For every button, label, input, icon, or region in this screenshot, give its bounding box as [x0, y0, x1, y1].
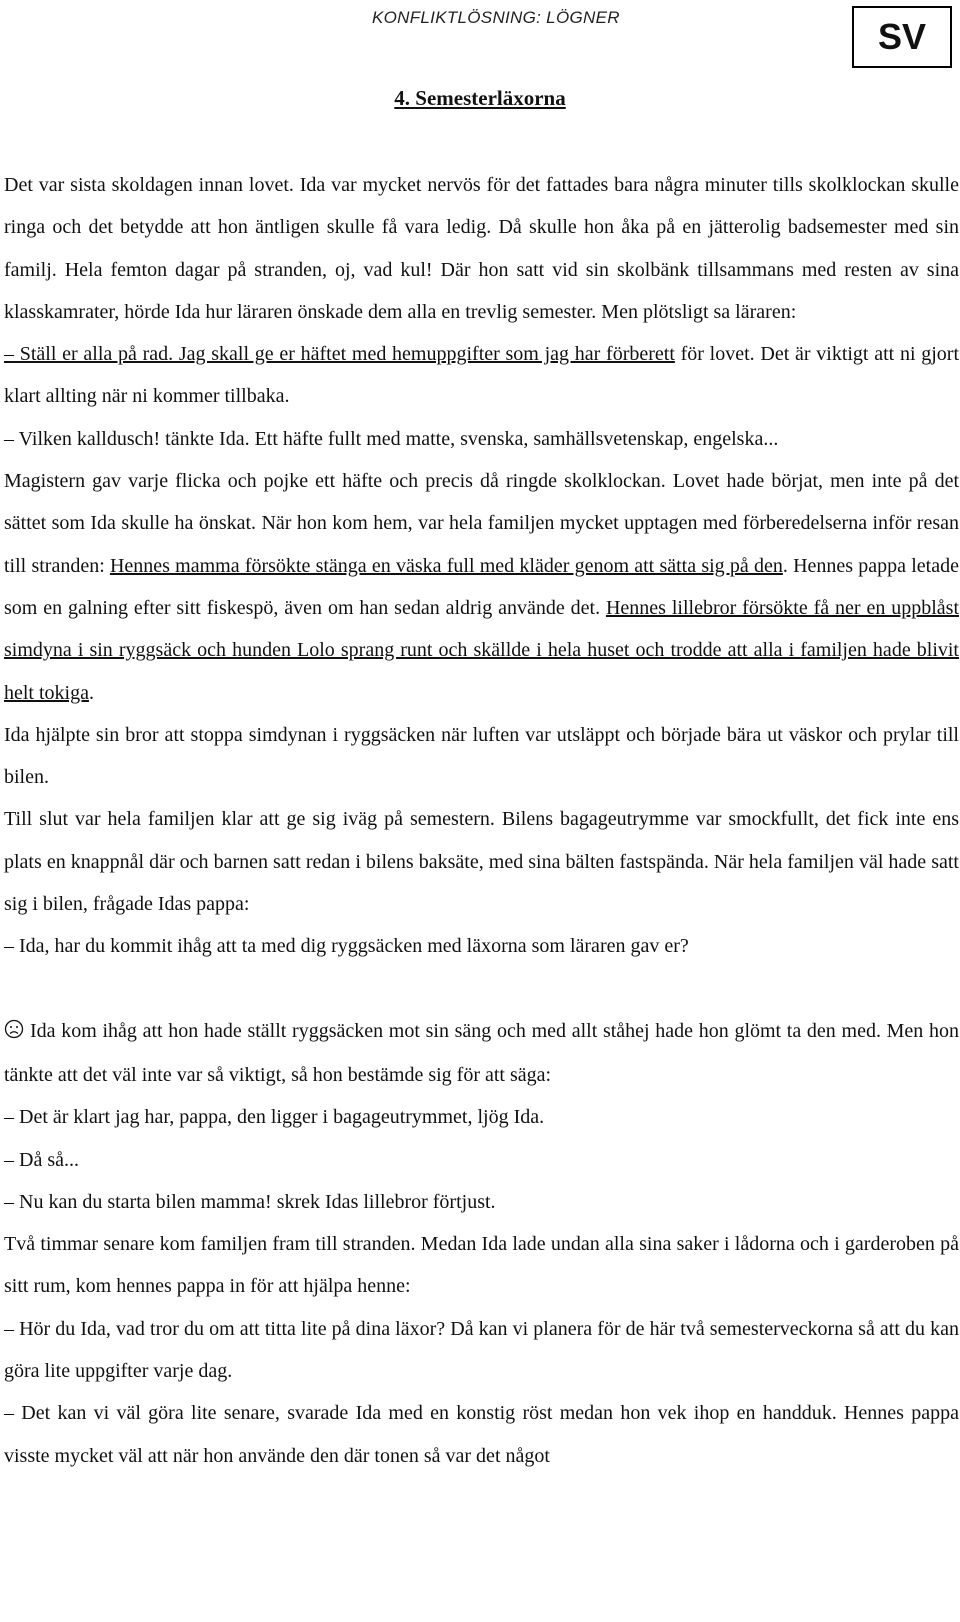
paragraph: Två timmar senare kom familjen fram till stranden. Medan Ida lade undan alla sina saker i lådorna och i garderoben på sitt rum, kom hennes pappa in för att hjälpa henne:	[4, 1233, 959, 1298]
paragraph: Det var sista skoldagen innan lovet. Ida var mycket nervös för det fattades bara några minuter tills skolklockan skulle ringa och det betydde att hon äntligen skulle få vara ledig. Då skulle hon åka på en jätterolig badsemester med sin familj. Hela femton dagar på stranden, oj, vad kul! Där hon satt vid sin skolbänk tillsammans med resten av sina klasskamrater, hörde Ida hur läraren önskade dem alla en trevlig semester. Men plötsligt sa läraren:	[4, 174, 959, 323]
paragraph: – Ida, har du kommit ihåg att ta med dig ryggsäcken med läxorna som läraren gav er?	[4, 935, 689, 958]
paragraph	[4, 333, 959, 418]
paragraph: – Det kan vi väl göra lite senare, svarade Ida med en konstig röst medan hon vek ihop en handduk. Hennes pappa visste mycket väl att när hon använde den där tonen så var det något	[4, 1402, 959, 1467]
underlined-text: Hennes lillebror försökte få ner en uppblåst simdyna i sin ryggsäck och hunden Lolo sprang runt och skällde i hela huset och trodde att alla i familjen hade blivit helt tokiga	[4, 596, 959, 704]
paragraph: Ida hjälpte sin bror att stoppa simdynan i ryggsäcken när luften var utsläppt och började bära ut väskor och prylar till bilen.	[4, 723, 959, 789]
story-body	[4, 164, 959, 1477]
paragraph-text: för lovet. Det är viktigt att ni gjort klart allting när ni kommer tillbaka.	[4, 343, 960, 408]
sad-face-icon	[4, 1012, 24, 1054]
paragraph: Till slut var hela familjen klar att ge sig iväg på semestern. Bilens bagageutrymme var smockfullt, det fick inte ens plats en knappnål där och barnen satt redan i bilens baksäte, med sina bälten fastspända. När hela familjen väl hade satt sig i bilen, frågade Idas pappa:	[4, 808, 959, 916]
paragraph	[4, 1010, 959, 1097]
paragraph-text: . Hennes pappa letade som en galning efter sitt fiskespö, även om han sedan aldrig använde det.	[4, 554, 959, 619]
paragraph: – Vilken kalldusch! tänkte Ida. Ett häfte fullt med matte, svenska, samhällsvetenskap, engelska...	[4, 427, 779, 450]
paragraph-text: Ida kom ihåg att hon hade ställt ryggsäcken mot sin säng och med allt ståhej hade hon glömt ta den med. Men hon tänkte att det väl inte var så viktigt, så hon bestämde sig för att säga:	[4, 1019, 959, 1086]
underlined-text: – Ställ er alla på rad. Jag skall ge er häftet med hemuppgifter som jag har förberett	[4, 343, 675, 366]
paragraph-text: .	[88, 681, 94, 704]
paragraph: – Det är klart jag har, pappa, den ligger i bagageutrymmet, ljög Ida.	[4, 1106, 545, 1129]
header-label: KONFLIKTLÖSNING: LÖGNER	[372, 8, 620, 27]
paragraph: – Då så...	[4, 1148, 79, 1171]
paragraph: – Nu kan du starta bilen mamma! skrek Idas lillebror förtjust.	[4, 1190, 496, 1213]
paragraph-text: Magistern gav varje flicka och pojke ett häfte och precis då ringde skolklockan. Lovet hade börjat, men inte på det sättet som Ida skulle ha önskat. När hon kom hem, var hela familjen mycket upptagen med förberedelserna inför resan till stranden:	[4, 470, 959, 577]
page-title: 4. Semesterläxorna	[394, 86, 566, 110]
language-badge: SV	[852, 6, 952, 68]
paragraph: – Hör du Ida, vad tror du om att titta lite på dina läxor? Då kan vi planera för de här två semesterveckorna så att du kan göra lite uppgifter varje dag.	[4, 1317, 959, 1383]
paragraph	[4, 460, 959, 714]
underlined-text: Hennes mamma försökte stänga en väska full med kläder genom att sätta sig på den	[109, 554, 783, 577]
